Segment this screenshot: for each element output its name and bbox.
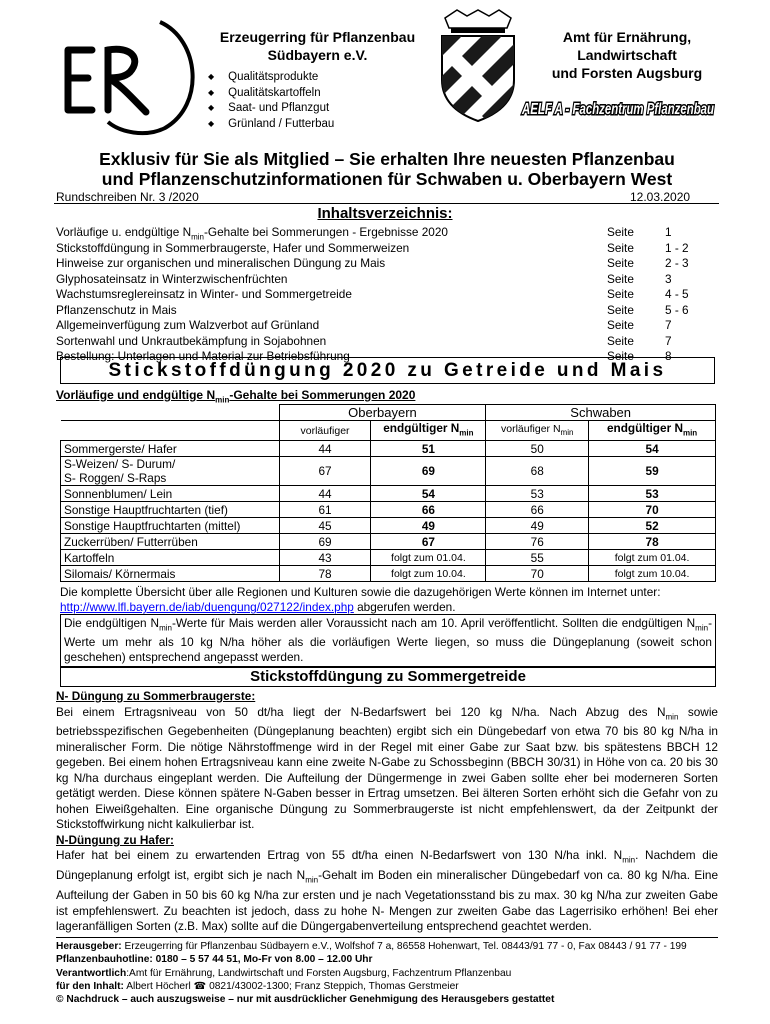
col-header-vorlaeufig-nmin	[486, 421, 589, 441]
page-headline	[52, 149, 722, 189]
crop-cell: Sonnenblumen/ Lein	[61, 486, 280, 502]
toc-item-page: 5 - 6	[665, 302, 689, 317]
footer-copyright: © Nachdruck – auch auszugsweise – nur mit ausdrücklicher Genehmigung des Herausgebers gestattet	[56, 994, 555, 1006]
amt-title-line1: Amt für Ernährung,	[562, 29, 692, 45]
toc-item-seite: Seite	[607, 271, 634, 286]
footer-content: Albert Höcherl ☎ 0821/43002-1300; Franz Steppich, Thomas Gerstmeier	[123, 980, 459, 992]
toc-item-text: Sortenwahl und Unkrautbekämpfung in Sojabohnen	[56, 333, 327, 348]
crop-cell: Sommergerste/ Hafer	[61, 441, 280, 457]
hafer-text-3: -Gehalt im Boden ein mineralischer Düngebedarf von ca. 80 kg N/ha. Eine Aufteilung der Gaben in 50 bis 60 kg N/ha zur ersten und je nach Vegetationsstand bis zu max. 30 kg N/ha zur zweiten Gabe ist empfehlenswert. Zu beachten ist jedoch, dass zu hohe N- Mengen zur zweiten Gabe das Lagerrisiko erhöhen! Bei eher lageranfälligen Sorten (z.B. Max) sollte auf die Düngergabenverteilung entsprechend geachtet werden.	[56, 868, 719, 934]
toc-item-page: 1 - 2	[665, 240, 689, 255]
toc-item-page: 8	[665, 349, 672, 363]
table-of-contents	[56, 225, 716, 365]
toc-item-title	[56, 272, 607, 288]
toc-item	[56, 318, 716, 334]
toc-item	[56, 241, 716, 257]
crop-cell: S-Weizen/ S- Durum/ S- Roggen/ S-Raps	[61, 457, 280, 486]
oberbayern-vorlaeufig-cell: 45	[279, 518, 371, 534]
toc-item-seite: Seite	[607, 240, 634, 255]
table-row	[61, 518, 716, 534]
toc-title: Inhaltsverzeichnis:	[317, 205, 453, 222]
toc-item-page: 7	[665, 333, 672, 348]
oberbayern-endgueltig-cell: folgt zum 01.04.	[371, 550, 486, 566]
hafer-paragraph	[56, 848, 718, 934]
toc-item-text: Stickstoffdüngung in Sommerbraugerste, Hafer und Sommerweizen	[56, 240, 410, 255]
braugerste-paragraph	[56, 705, 718, 833]
box-sub: min	[159, 623, 172, 633]
toc-item-text: Pflanzenschutz in Mais	[56, 302, 177, 317]
oberbayern-vorlaeufig-cell: 44	[279, 486, 371, 502]
oberbayern-vorlaeufig-cell: 44	[279, 441, 371, 457]
hafer-sub: min	[622, 855, 636, 865]
schwaben-endgueltig-cell: 52	[589, 518, 716, 534]
oberbayern-endgueltig-cell: 67	[371, 534, 486, 550]
amt-title	[522, 28, 732, 82]
schwaben-vorlaeufig-cell: 53	[486, 486, 589, 502]
toc-item-title	[56, 303, 607, 319]
overview-note-after: abgerufen werden.	[357, 600, 456, 614]
section-title: Stickstoffdüngung zu Sommergetreide	[60, 667, 716, 687]
section-banner: Stickstoffdüngung 2020 zu Getreide und Mais	[60, 357, 715, 384]
amt-title-line2: Landwirtschaft	[577, 47, 677, 63]
toc-item-title	[56, 225, 607, 241]
footer-publisher: Erzeugerring für Pflanzenbau Südbayern e.V., Wolfshof 7 a, 86558 Hohenwart, Tel. 08443/91 77 - 0, Fax 08443 / 91 77 - 199	[121, 941, 687, 952]
logo-text: ER	[50, 10, 52, 11]
region-oberbayern: Oberbayern	[279, 405, 486, 421]
toc-item-title	[56, 241, 607, 257]
er-logo	[50, 10, 200, 135]
hafer-heading: N-Düngung zu Hafer:	[56, 832, 174, 847]
col-header-endgueltig-label: endgültiger N	[383, 421, 460, 435]
toc-item-seite: Seite	[607, 333, 634, 348]
toc-item-text-post: -Gehalte bei Sommerungen - Ergebnisse 2020	[204, 225, 448, 239]
schwaben-endgueltig-cell: 70	[589, 502, 716, 518]
crop-cell: Sonstige Hauptfruchtarten (mittel)	[61, 518, 280, 534]
toc-item-seite: Seite	[607, 225, 634, 239]
toc-item-page: 3	[665, 271, 672, 286]
toc-item-text: Hinweise zur organischen und mineralischen Düngung zu Mais	[56, 256, 386, 270]
crop-cell: Silomais/ Körnermais	[61, 566, 280, 582]
toc-item-page: 7	[665, 318, 672, 332]
table-corner	[61, 421, 280, 441]
toc-item-text: Wachstumsreglereinsatz in Winter- und Sommergetreide	[56, 287, 352, 301]
toc-item-page: 4 - 5	[665, 287, 689, 301]
toc-item-text: Glyphosateinsatz in Winterzwischenfrüchten	[56, 271, 288, 286]
crop-cell: Sonstige Hauptfruchtarten (tief)	[61, 502, 280, 518]
issue-date: 12.03.2020	[630, 190, 691, 204]
schwaben-endgueltig-cell: 54	[589, 441, 716, 457]
org-services-list	[208, 70, 334, 132]
box-text-b: -Werte für Mais werden aller Voraussicht nach am 10. April veröffentlicht. Sollten die endgültigen N	[171, 616, 696, 630]
nmin-table-title	[56, 388, 415, 404]
toc-item	[56, 225, 716, 241]
toc-item-seite: Seite	[607, 287, 634, 301]
table-row	[61, 502, 716, 518]
divider	[54, 203, 719, 204]
oberbayern-vorlaeufig-cell: 78	[279, 566, 371, 582]
col-header-endgueltig	[371, 421, 486, 441]
braugerste-heading: N- Düngung zu Sommerbraugerste:	[56, 689, 256, 703]
list-item: ◆ Saat- und Pflanzgut	[208, 101, 334, 117]
article-body	[56, 689, 718, 935]
toc-item	[56, 272, 716, 288]
braugerste-text-2: sowie betriebsspezifischen Gegebenheiten (Düngeplanung beachten) ergibt sich ein Düngebedarf von etwa 70 bis 80 kg N/ha in mineralischer Form. Die nötige Nährstoffmenge wird in der Regel mit einer Gabe zur Saat bzw. bis spätestens BBCH 12 gegeben. Bei einem hohen Ertragsniveau kann eine zweite N-Gabe zu Schossbeginn (BBCH 30/31) in Höhe von ca. 20 bis 30 kg N/ha durchaus eingeplant werden. Die Aufteilung der Düngermenge in zwei Gaben sollte eher bei moderneren Sorten getätigt werden. Diese können spätere N-Gaben besser in Ertrag umsetzen. Bei älteren Sorten erhöht sich die Gefahr von zu hohen Eiweißgehalten. Eine organische Düngung zu Sommerbraugerste ist nicht empfehlenswert, da der Zeitpunkt der Stickstoffwirkung nicht kalkulierbar ist.	[56, 704, 718, 832]
col-header-vorlaeufig-label: vorläufiger N	[501, 422, 561, 435]
nmin-title-pre: Vorläufige und endgültige N	[56, 388, 216, 402]
oberbayern-endgueltig-cell: 54	[371, 486, 486, 502]
footer-responsible-label: Verantwortlich	[56, 967, 127, 979]
schwaben-endgueltig-cell: folgt zum 01.04.	[589, 550, 716, 566]
table-row	[61, 534, 716, 550]
toc-item-title	[56, 287, 607, 303]
footer-divider	[56, 937, 718, 938]
org-title-line1: Erzeugerring für Pflanzenbau	[219, 29, 416, 45]
schwaben-endgueltig-cell: folgt zum 10.04.	[589, 566, 716, 582]
oberbayern-endgueltig-cell: folgt zum 10.04.	[371, 566, 486, 582]
nmin-title-sub: min	[215, 395, 230, 405]
table-corner	[61, 405, 280, 421]
box-text-c: -Werte um mehr als 10 kg N/ha höher als die vorläufigen Werte liegen, so muss die Düngeplanung (soweit schon geschehen) entsprechend angepasst werden.	[64, 616, 712, 665]
braugerste-sub: min	[665, 711, 679, 721]
overview-note-text: Die komplette Übersicht über alle Regionen und Kulturen sowie die dazugehörigen Werte können im Internet unter:	[60, 585, 661, 599]
nmin-title-post: -Gehalte bei Sommerungen 2020	[229, 388, 416, 402]
col-header-sub: min	[682, 428, 698, 438]
col-header-sub: min	[459, 428, 474, 438]
region-schwaben: Schwaben	[486, 405, 716, 421]
toc-item	[56, 256, 716, 272]
schwaben-vorlaeufig-cell: 76	[486, 534, 589, 550]
schwaben-vorlaeufig-cell: 50	[486, 441, 589, 457]
footer-content-label: für den Inhalt:	[56, 980, 124, 992]
col-header-endgueltig	[589, 421, 716, 441]
schwaben-vorlaeufig-cell: 55	[486, 550, 589, 566]
toc-item-text: Vorläufige u. endgültige N	[56, 225, 192, 239]
schwaben-vorlaeufig-cell: 66	[486, 502, 589, 518]
col-header-endgueltig-label: endgültiger N	[606, 421, 683, 435]
toc-item-text: Allgemeinverfügung zum Walzverbot auf Grünland	[56, 318, 320, 332]
org-title-line2: Südbayern e.V.	[267, 47, 368, 63]
aelf-logo	[520, 94, 718, 120]
table-row	[61, 550, 716, 566]
toc-item-title	[56, 256, 607, 272]
schwaben-vorlaeufig-cell: 68	[486, 457, 589, 486]
crop-cell: Zuckerrüben/ Futterrüben	[61, 534, 280, 550]
oberbayern-vorlaeufig-cell: 43	[279, 550, 371, 566]
toc-item-text: Bestellung: Unterlagen und Material zur Betriebsführung	[56, 349, 350, 363]
list-item: ◆ Grünland / Futterbau	[208, 117, 334, 133]
braugerste-text-1: Bei einem Ertragsniveau von 50 dt/ha liegt der N-Bedarfswert bei 120 kg N/ha. Nach Abzug des N	[56, 704, 666, 719]
hafer-sub: min	[305, 875, 319, 885]
toc-item	[56, 334, 716, 350]
oberbayern-vorlaeufig-cell: 67	[279, 457, 371, 486]
toc-item-sub: min	[191, 232, 204, 242]
table-row	[61, 457, 716, 486]
schwaben-endgueltig-cell: 53	[589, 486, 716, 502]
toc-item-seite: Seite	[607, 302, 634, 317]
footer-publisher-label: Herausgeber:	[56, 941, 122, 952]
oberbayern-endgueltig-cell: 69	[371, 457, 486, 486]
toc-item	[56, 287, 716, 303]
oberbayern-vorlaeufig-cell: 69	[279, 534, 371, 550]
oberbayern-endgueltig-cell: 49	[371, 518, 486, 534]
list-item: ◆ Qualitätsprodukte	[208, 70, 334, 86]
toc-item-seite: Seite	[607, 349, 634, 363]
toc-item-seite: Seite	[607, 256, 634, 270]
lfl-link[interactable]: http://www.lfl.bayern.de/iab/duengung/027122/index.php	[60, 600, 354, 614]
toc-item-page: 1	[665, 225, 672, 239]
table-row	[61, 486, 716, 502]
headline-line1: Exklusiv für Sie als Mitglied – Sie erhalten Ihre neuesten Pflanzenbau	[99, 149, 675, 169]
box-text-a: Die endgültigen N	[64, 616, 160, 630]
footer	[56, 940, 756, 1006]
rundschreiben-number: Rundschreiben Nr. 3 /2020	[56, 190, 199, 204]
box-sub: min	[695, 623, 709, 633]
col-header-vorlaeufig: vorläufiger	[279, 421, 371, 441]
footer-hotline: Pflanzenbauhotline: 0180 – 5 57 44 51, Mo-Fr von 8.00 – 12.00 Uhr	[56, 954, 373, 966]
schwaben-vorlaeufig-cell: 70	[486, 566, 589, 582]
oberbayern-endgueltig-cell: 51	[371, 441, 486, 457]
footer-responsible: :Amt für Ernährung, Landwirtschaft und Forsten Augsburg, Fachzentrum Pflanzenbau	[126, 967, 512, 979]
oberbayern-vorlaeufig-cell: 61	[279, 502, 371, 518]
headline-line2: und Pflanzenschutzinformationen für Schwaben u. Oberbayern West	[101, 169, 673, 189]
toc-item-seite: Seite	[607, 318, 634, 332]
schwaben-endgueltig-cell: 78	[589, 534, 716, 550]
table-row	[61, 441, 716, 457]
overview-note	[60, 585, 716, 615]
toc-item-page: 2 - 3	[665, 256, 689, 270]
toc-item-title	[56, 318, 607, 334]
org-title	[200, 28, 435, 64]
schwaben-endgueltig-cell: 59	[589, 457, 716, 486]
toc-item	[56, 303, 716, 319]
hafer-text-2: . Nachdem die Düngeplanung erfolgt ist, ergibt sich je nach N	[56, 848, 718, 883]
toc-item-title	[56, 334, 607, 350]
schwaben-vorlaeufig-cell: 49	[486, 518, 589, 534]
crop-cell: Kartoffeln	[61, 550, 280, 566]
amt-title-line3: und Forsten Augsburg	[551, 65, 703, 81]
list-item: ◆ Qualitätskartoffeln	[208, 86, 334, 102]
col-header-sub: min	[560, 427, 574, 437]
bavarian-crest-icon	[437, 10, 519, 122]
oberbayern-endgueltig-cell: 66	[371, 502, 486, 518]
table-row	[61, 566, 716, 582]
nmin-table	[60, 404, 716, 582]
hafer-text-1: Hafer hat bei einem zu erwartenden Ertrag von 55 dt/ha einen N-Bedarfswert von 130 N/ha inkl. N	[56, 848, 623, 863]
mais-note-box	[60, 614, 716, 667]
aelf-text: AELF A - Fachzentrum Pflanzenbau	[521, 101, 715, 118]
